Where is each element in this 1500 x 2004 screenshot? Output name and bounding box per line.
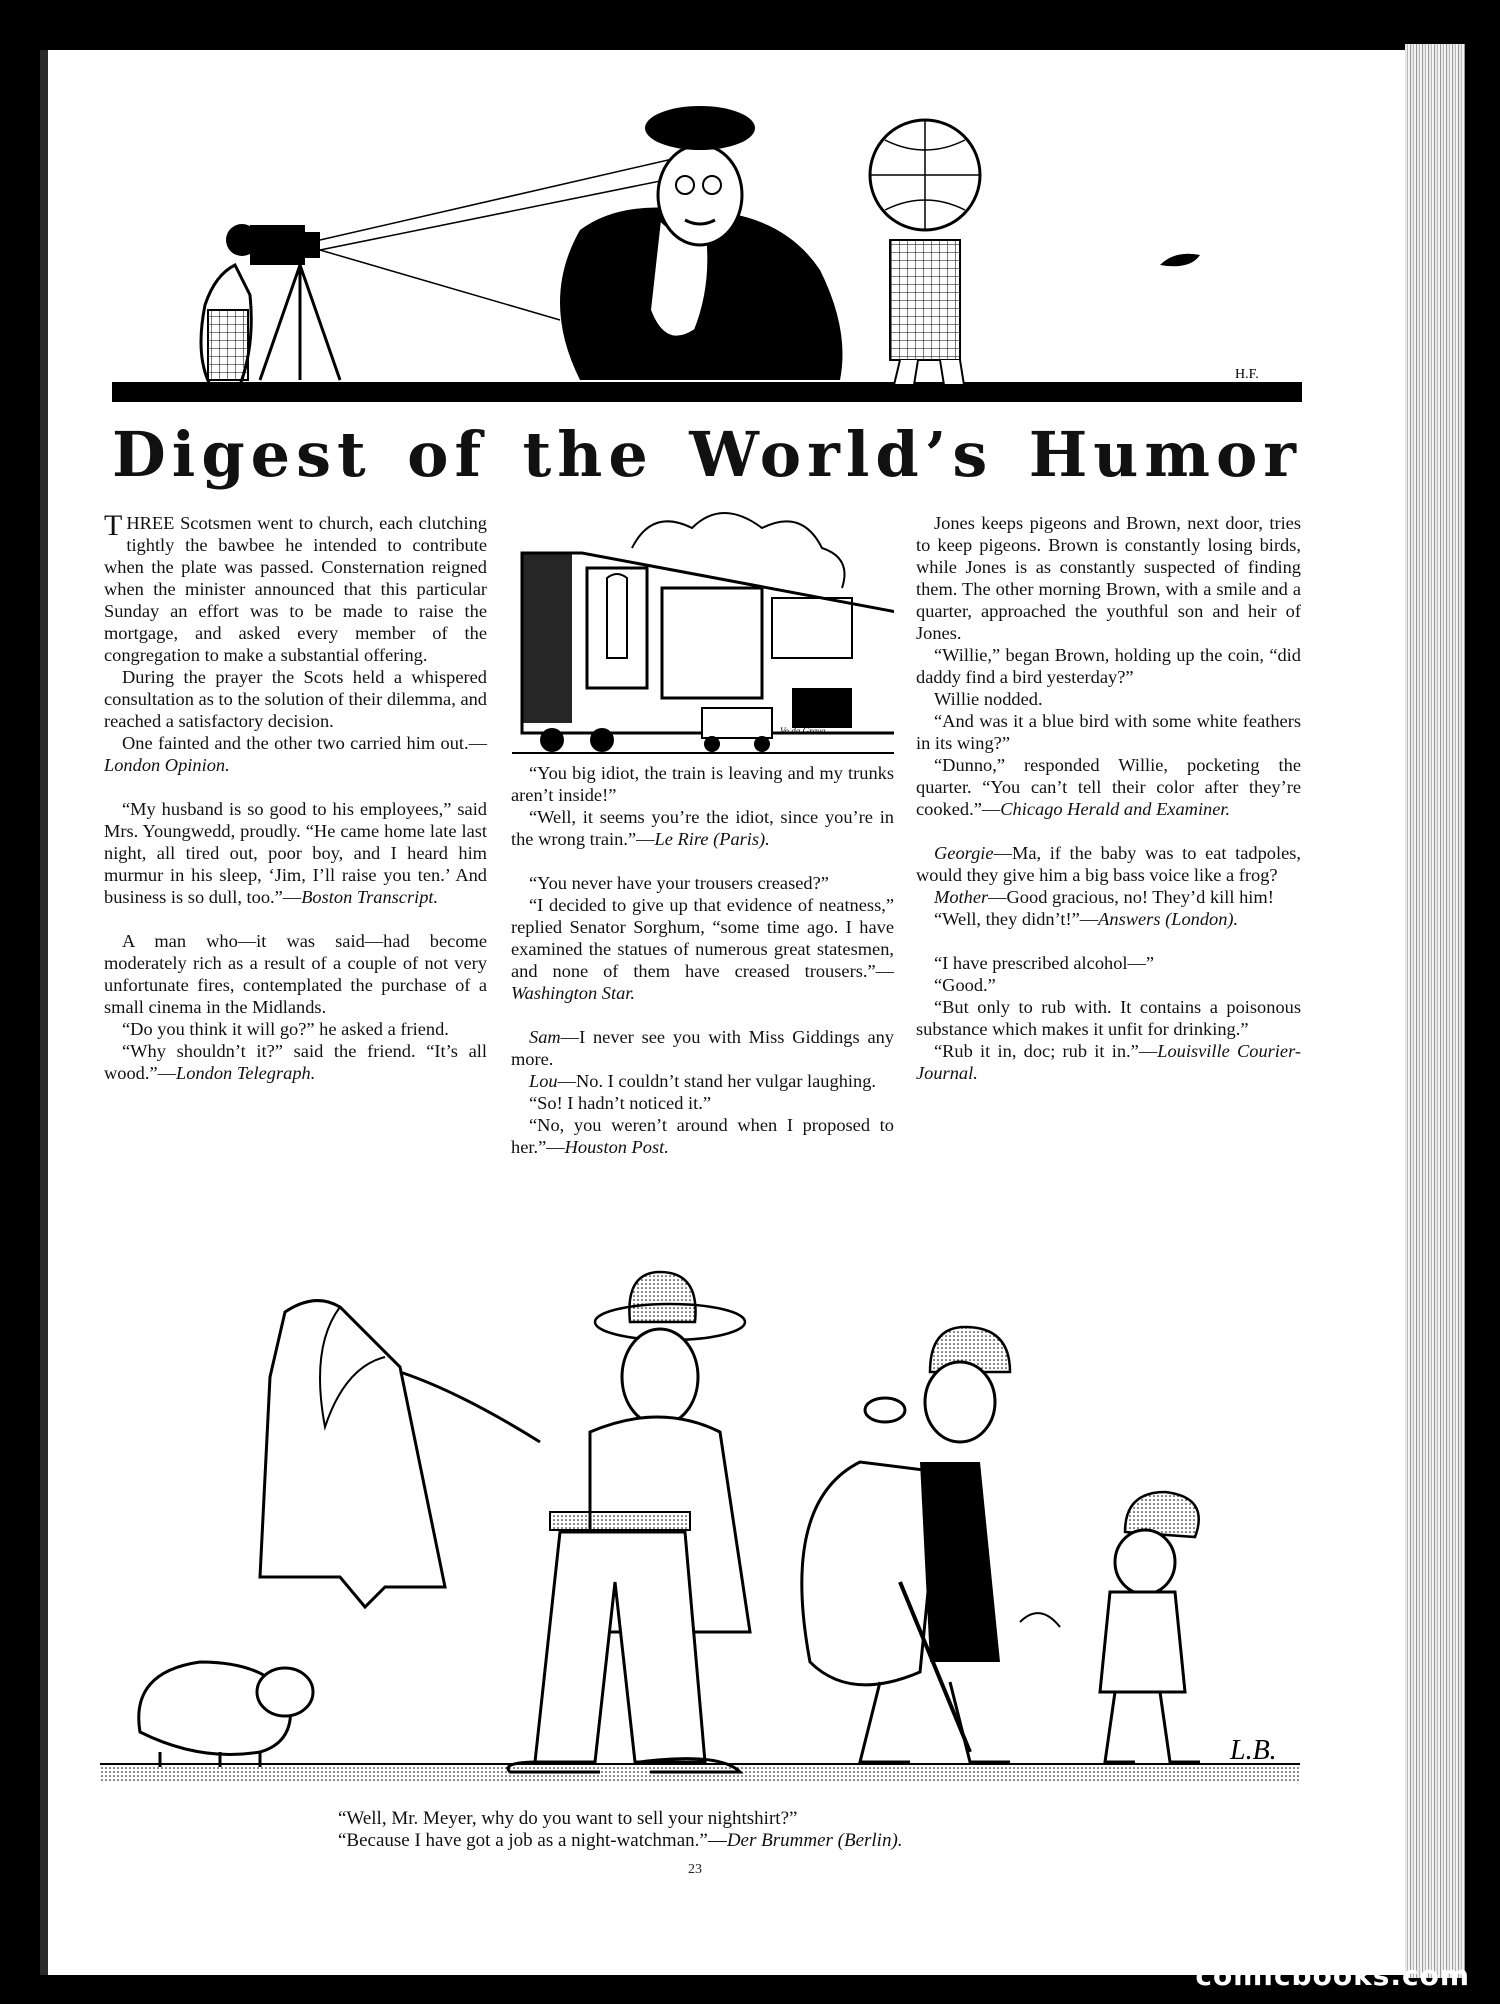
- paragraph: [511, 1070, 894, 1092]
- paragraph-text: “Why shouldn’t it?” said the friend. “It’s all wood.”—: [104, 1041, 487, 1083]
- speaker-name: Georgie: [934, 843, 994, 863]
- top-cartoon-illustration: [100, 100, 1320, 410]
- caption-line-2: “Because I have got a job as a night-watchman.”—: [338, 1830, 727, 1851]
- paragraph-text: One fainted and the other two carried him out.—: [122, 733, 487, 753]
- paragraph-text: “So! I hadn’t noticed it.”: [529, 1093, 711, 1113]
- paragraph-text: A man who—it was said—had become moderately rich as a result of a couple of not very unfortunate fires, contemplated the purchase of a small cinema in the Midlands.: [104, 931, 487, 1017]
- site-watermark: comicbooks.com: [1195, 1959, 1470, 1992]
- paragraph-text: During the prayer the Scots held a whispered consultation as to the solution of their dilemma, and reached a satisfactory decision.: [104, 667, 487, 731]
- paragraph: [916, 710, 1301, 754]
- boy-figure: [1020, 1492, 1200, 1762]
- paragraph-text: “But only to rub with. It contains a poisonous substance which makes it unfit for drinking.”: [916, 997, 1301, 1039]
- paragraph: [916, 842, 1301, 886]
- drop-cap: T: [104, 509, 123, 542]
- paragraph: [511, 894, 894, 1004]
- caption-source: Der Brummer (Berlin).: [726, 1830, 903, 1851]
- belt: [550, 1512, 690, 1530]
- train-cartoon-illustration: [512, 508, 894, 760]
- paragraph: [916, 644, 1301, 688]
- train-artist-signature: Vo da Grava: [780, 726, 826, 736]
- source-attribution: London Telegraph.: [176, 1063, 316, 1083]
- paragraph: [104, 930, 487, 1018]
- trunk: [792, 688, 852, 728]
- paragraph: [104, 1040, 487, 1084]
- paragraph: [916, 1040, 1301, 1084]
- buyer-figure: [802, 1327, 1010, 1762]
- paragraph: [916, 996, 1301, 1040]
- title-word: Humor: [1028, 418, 1302, 491]
- speaker-name: Lou: [529, 1071, 558, 1091]
- paragraph-text: —Ma, if the baby was to eat tadpoles, would they give him a big bass voice like a frog?: [916, 843, 1301, 885]
- paragraph: [916, 688, 1301, 710]
- source-attribution: Answers (London).: [1098, 909, 1239, 929]
- source-attribution: Washington Star.: [511, 983, 635, 1003]
- bottom-artist-signature: L.B.: [1230, 1735, 1277, 1766]
- bottom-cartoon-illustration: [100, 1262, 1300, 1802]
- fedora-hat: [629, 1272, 695, 1322]
- passenger-figure: [607, 574, 627, 658]
- paragraph-text: “I have prescribed alcohol—”: [934, 953, 1155, 973]
- title-word: Digest: [112, 418, 372, 491]
- paragraph: [511, 1092, 894, 1114]
- paragraph: [916, 512, 1301, 644]
- paragraph: [511, 806, 894, 850]
- paragraph-text: “You never have your trousers creased?”: [529, 873, 829, 893]
- page-title: [112, 418, 1302, 491]
- source-attribution: Louisville Courier-Journal.: [916, 1041, 1301, 1083]
- paragraph: [916, 908, 1301, 930]
- paragraph-text: “You big idiot, the train is leaving and my trunks aren’t inside!”: [511, 763, 894, 805]
- article-column-2: [511, 762, 894, 1158]
- paragraph: [104, 1018, 487, 1040]
- bulldog-figure: [139, 1662, 313, 1767]
- cartoon-caption: [338, 1808, 903, 1852]
- photographer-figure: [201, 224, 340, 385]
- speaker-name: Mother: [934, 887, 989, 907]
- paragraph: [511, 872, 894, 894]
- paragraph-text: “Well, they didn’t!”—: [934, 909, 1099, 929]
- nightshirt: [260, 1301, 445, 1607]
- paragraph-text: “Willie,” began Brown, holding up the coin, “did daddy find a bird yesterday?”: [916, 645, 1301, 687]
- flying-hat: [1160, 254, 1200, 267]
- ground-bar: [112, 382, 1302, 402]
- artist-initials: H.F.: [1235, 367, 1259, 382]
- paragraph: [104, 509, 487, 666]
- source-attribution: Boston Transcript.: [301, 887, 439, 907]
- judge-figure: [560, 106, 843, 380]
- paragraph: [916, 952, 1301, 974]
- camera: [250, 225, 305, 265]
- luggage-cart: [702, 708, 772, 738]
- paragraph-text: Willie nodded.: [934, 689, 1043, 709]
- speaker-name: Sam: [529, 1027, 561, 1047]
- title-word: of: [407, 418, 488, 491]
- paragraph-text: “My husband is so good to his employees,” said Mrs. Youngwedd, proudly. “He came home late last night, all tired out, poor boy, and I heard him murmur in his sleep, ‘Jim, I’ll raise you ten.’ And business is so dull, too.”—: [104, 799, 487, 907]
- paragraph: [511, 1026, 894, 1070]
- globe-man-figure: [870, 120, 1200, 385]
- paragraph: [104, 666, 487, 732]
- paragraph: [511, 1114, 894, 1158]
- paragraph-text: “Well, it seems you’re the idiot, since you’re in the wrong train.”—: [511, 807, 894, 849]
- meyer-figure: [400, 1272, 750, 1772]
- paragraph-text: “And was it a blue bird with some white feathers in its wing?”: [916, 711, 1301, 753]
- paragraph: [916, 754, 1301, 820]
- paragraph-text: Jones keeps pigeons and Brown, next door, tries to keep pigeons. Brown is constantly losing birds, while Jones is as constantly suspected of finding them. The other morning Brown, with a smile and a quarter, approached the youthful son and heir of Jones.: [916, 513, 1301, 643]
- tripod: [260, 265, 340, 380]
- judge-cap: [645, 106, 755, 150]
- source-attribution: Houston Post.: [564, 1137, 669, 1157]
- paragraph-text: “No, you weren’t around when I proposed to her.”—: [511, 1115, 894, 1157]
- article-column-1: [104, 509, 487, 1084]
- paragraph: [916, 886, 1301, 908]
- paragraph-text: —No. I couldn’t stand her vulgar laughing.: [557, 1071, 876, 1091]
- paragraph: [916, 974, 1301, 996]
- paragraph-text: “Good.”: [934, 975, 996, 995]
- source-attribution: Le Rire (Paris).: [654, 829, 770, 849]
- caption-line-1: “Well, Mr. Meyer, why do you want to sell your nightshirt?”: [338, 1808, 798, 1829]
- page-edges: [1405, 44, 1465, 1978]
- paragraph-text: HREE Scotsmen went to church, each clutching tightly the bawbee he intended to contribute when the plate was passed. Consternation reigned when the minister announced that this particular Sunday an effort was to be made to raise the mortgage, and asked every member of the congregation to make a substantial offering.: [104, 513, 487, 665]
- page-number: 23: [688, 1862, 702, 1877]
- paragraph: [104, 732, 487, 776]
- paragraph-text: —Good gracious, no! They’d kill him!: [988, 887, 1274, 907]
- paragraph-text: “I decided to give up that evidence of neatness,” replied Senator Sorghum, “some time ago. I have examined the statues of numerous great statesmen, and none of them have creased trousers.”—: [511, 895, 894, 981]
- paragraph-text: “Rub it in, doc; rub it in.”—: [934, 1041, 1158, 1061]
- source-attribution: London Opinion.: [104, 755, 230, 775]
- title-word: the: [522, 418, 654, 491]
- paragraph: [104, 798, 487, 908]
- article-column-3: [916, 512, 1301, 1084]
- title-word: World’s: [689, 418, 994, 491]
- paragraph: [511, 762, 894, 806]
- paragraph-text: “Do you think it will go?” he asked a friend.: [122, 1019, 449, 1039]
- paragraph-text: —I never see you with Miss Giddings any more.: [511, 1027, 894, 1069]
- source-attribution: Chicago Herald and Examiner.: [1000, 799, 1231, 819]
- paragraph-text: “Dunno,” responded Willie, pocketing the quarter. “You can’t tell their color after they’re cooked.”—: [916, 755, 1301, 819]
